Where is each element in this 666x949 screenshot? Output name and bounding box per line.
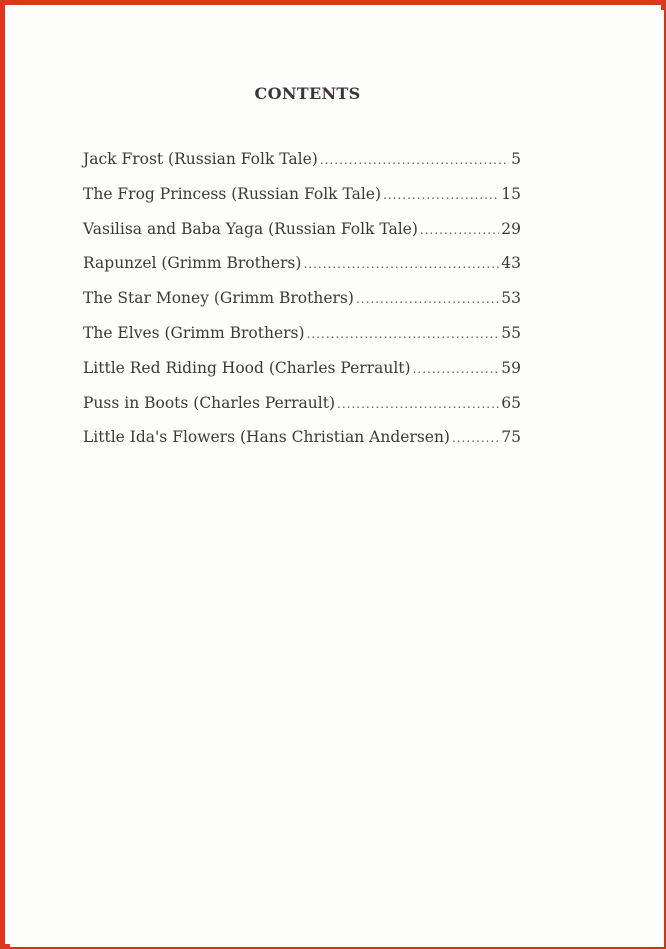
toc-leader-dots [303,257,499,271]
toc-entry-title: Little Ida's Flowers (Hans Christian Andersen) [83,428,450,447]
toc-leader-dots [356,292,499,306]
toc-entry [83,394,521,429]
toc-entry-page: 43 [501,254,521,273]
toc-entry [83,324,521,359]
toc-entry-page: 29 [501,219,521,238]
toc-entry-title: The Frog Princess (Russian Folk Tale) [83,184,382,203]
toc-entry [83,220,521,255]
toc-entry-page: 15 [501,184,521,203]
toc-leader-dots [383,188,499,202]
toc-entry-page: 75 [501,428,521,447]
toc-entry-title: Little Red Riding Hood (Charles Perrault) [83,358,411,377]
toc-entry-title: The Elves (Grimm Brothers) [83,323,305,342]
toc-entry [83,428,521,463]
toc-leader-dots [320,153,509,167]
toc-leader-dots [307,327,500,341]
toc-entry-page: 65 [501,393,521,412]
toc-entry-title: Vasilisa and Baba Yaga (Russian Folk Tale) [83,219,418,238]
toc-entry [83,150,521,185]
toc-entry-title: The Star Money (Grimm Brothers) [83,289,354,308]
toc-entry-page: 53 [501,289,521,308]
table-of-contents [83,150,521,463]
toc-entry-page: 55 [501,323,521,342]
toc-entry-title: Puss in Boots (Charles Perrault) [83,393,336,412]
toc-entry-page: 59 [501,358,521,377]
scanned-page [10,10,664,947]
toc-entry [83,359,521,394]
toc-leader-dots [420,223,499,237]
toc-entry [83,254,521,289]
toc-entry [83,289,521,324]
page-title: CONTENTS [254,84,361,103]
toc-leader-dots [413,362,500,376]
toc-entry-title: Rapunzel (Grimm Brothers) [83,254,302,273]
toc-leader-dots [337,397,499,411]
toc-entry-page: 5 [511,150,521,168]
toc-leader-dots [452,431,499,445]
toc-entry-title: Jack Frost (Russian Folk Tale) [83,150,318,168]
toc-entry [83,185,521,220]
